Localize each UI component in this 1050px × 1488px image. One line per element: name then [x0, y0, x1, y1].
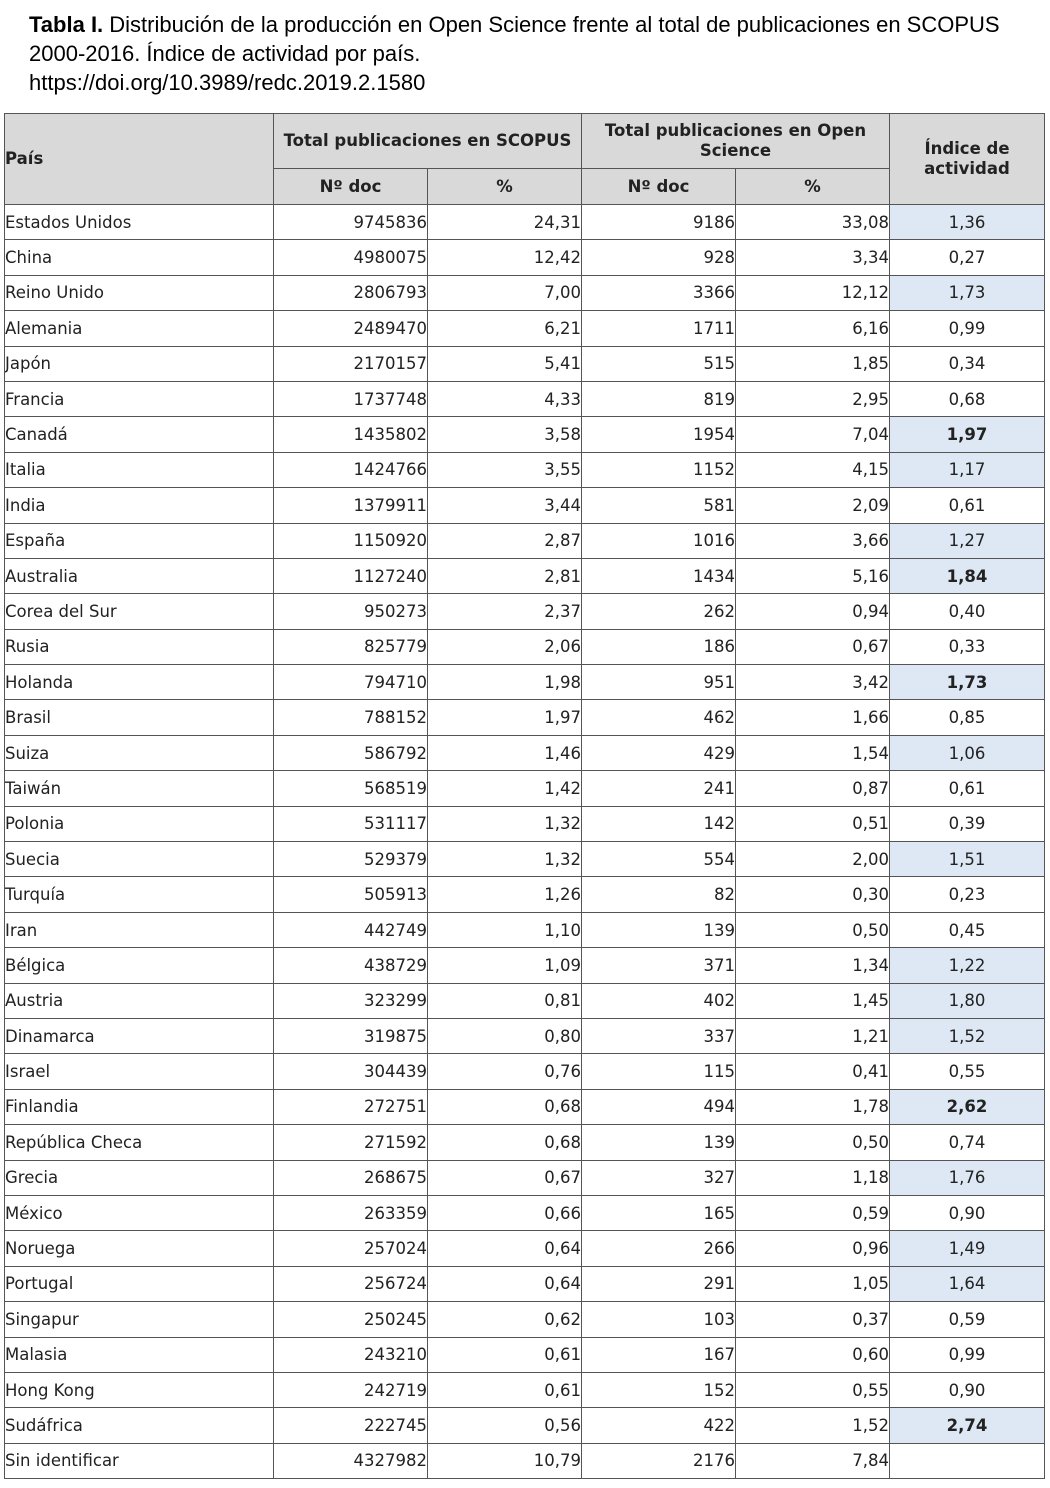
- cell-open-pct: 1,52: [736, 1408, 890, 1443]
- header-open-doc: Nº doc: [582, 169, 736, 205]
- cell-scopus-pct: 2,06: [428, 629, 582, 664]
- cell-scopus-doc: 438729: [274, 948, 428, 983]
- cell-scopus-pct: 1,97: [428, 700, 582, 735]
- cell-activity-index: 0,23: [890, 877, 1045, 912]
- table-body: [5, 205, 1045, 1479]
- cell-open-doc: 515: [582, 346, 736, 381]
- caption-label: Tabla I.: [29, 12, 104, 37]
- table-row: [5, 629, 1045, 664]
- cell-scopus-pct: 12,42: [428, 240, 582, 275]
- header-scopus-pct: %: [428, 169, 582, 205]
- cell-activity-index: 0,61: [890, 488, 1045, 523]
- header-row-1: [5, 114, 1045, 169]
- cell-scopus-pct: 0,61: [428, 1372, 582, 1407]
- cell-scopus-doc: 4980075: [274, 240, 428, 275]
- data-table: [4, 113, 1045, 1479]
- table-row: [5, 1443, 1045, 1478]
- table-row: [5, 240, 1045, 275]
- cell-country: Reino Unido: [5, 275, 274, 310]
- cell-country: Polonia: [5, 806, 274, 841]
- cell-scopus-doc: 271592: [274, 1125, 428, 1160]
- cell-open-doc: 1711: [582, 311, 736, 346]
- cell-country: Singapur: [5, 1302, 274, 1337]
- cell-activity-index: 1,73: [890, 665, 1045, 700]
- cell-scopus-pct: 24,31: [428, 205, 582, 240]
- cell-open-pct: 0,51: [736, 806, 890, 841]
- table-row: [5, 842, 1045, 877]
- cell-open-pct: 0,37: [736, 1302, 890, 1337]
- cell-open-doc: 103: [582, 1302, 736, 1337]
- caption-text: Distribución de la producción en Open Science frente al total de publicaciones en SCOPUS 2000-2016. Índice de actividad por país.: [29, 12, 1000, 66]
- cell-country: Suecia: [5, 842, 274, 877]
- cell-scopus-doc: 272751: [274, 1089, 428, 1124]
- table-row: [5, 1337, 1045, 1372]
- cell-open-doc: 152: [582, 1372, 736, 1407]
- cell-open-doc: 429: [582, 735, 736, 770]
- cell-scopus-doc: 2170157: [274, 346, 428, 381]
- cell-open-pct: 1,54: [736, 735, 890, 770]
- cell-scopus-pct: 6,21: [428, 311, 582, 346]
- cell-country: Turquía: [5, 877, 274, 912]
- cell-activity-index: 1,22: [890, 948, 1045, 983]
- cell-scopus-pct: 3,44: [428, 488, 582, 523]
- table-row: [5, 311, 1045, 346]
- cell-open-doc: 139: [582, 1125, 736, 1160]
- cell-open-pct: 0,96: [736, 1231, 890, 1266]
- cell-scopus-pct: 3,55: [428, 452, 582, 487]
- cell-open-doc: 241: [582, 771, 736, 806]
- cell-activity-index: 0,34: [890, 346, 1045, 381]
- table-row: [5, 381, 1045, 416]
- cell-open-doc: 1434: [582, 558, 736, 593]
- cell-open-pct: 6,16: [736, 311, 890, 346]
- cell-country: Corea del Sur: [5, 594, 274, 629]
- table-row: [5, 1372, 1045, 1407]
- cell-country: Francia: [5, 381, 274, 416]
- cell-country: Malasia: [5, 1337, 274, 1372]
- cell-open-doc: 266: [582, 1231, 736, 1266]
- cell-country: Brasil: [5, 700, 274, 735]
- cell-activity-index: 0,59: [890, 1302, 1045, 1337]
- cell-open-doc: 82: [582, 877, 736, 912]
- table-row: [5, 1266, 1045, 1301]
- cell-scopus-doc: 304439: [274, 1054, 428, 1089]
- cell-country: Noruega: [5, 1231, 274, 1266]
- cell-activity-index: 1,64: [890, 1266, 1045, 1301]
- table-caption: [29, 10, 1029, 97]
- table-row: [5, 558, 1045, 593]
- cell-open-doc: 186: [582, 629, 736, 664]
- cell-scopus-pct: 1,98: [428, 665, 582, 700]
- cell-country: Finlandia: [5, 1089, 274, 1124]
- table-row: [5, 771, 1045, 806]
- cell-scopus-pct: 0,62: [428, 1302, 582, 1337]
- cell-open-doc: 819: [582, 381, 736, 416]
- cell-scopus-doc: 531117: [274, 806, 428, 841]
- cell-scopus-pct: 0,64: [428, 1266, 582, 1301]
- cell-open-pct: 4,15: [736, 452, 890, 487]
- cell-scopus-doc: 257024: [274, 1231, 428, 1266]
- cell-open-pct: 7,84: [736, 1443, 890, 1478]
- cell-scopus-pct: 0,61: [428, 1337, 582, 1372]
- cell-scopus-doc: 442749: [274, 912, 428, 947]
- cell-scopus-doc: 568519: [274, 771, 428, 806]
- cell-country: Estados Unidos: [5, 205, 274, 240]
- cell-scopus-doc: 268675: [274, 1160, 428, 1195]
- table-row: [5, 912, 1045, 947]
- cell-scopus-pct: 1,32: [428, 806, 582, 841]
- table-row: [5, 1089, 1045, 1124]
- cell-open-pct: 0,87: [736, 771, 890, 806]
- cell-activity-index: 1,17: [890, 452, 1045, 487]
- cell-activity-index: 1,36: [890, 205, 1045, 240]
- header-activity-index: Índice de actividad: [890, 114, 1045, 205]
- cell-open-pct: 33,08: [736, 205, 890, 240]
- table-row: [5, 205, 1045, 240]
- cell-country: España: [5, 523, 274, 558]
- cell-activity-index: 0,45: [890, 912, 1045, 947]
- cell-open-pct: 2,95: [736, 381, 890, 416]
- cell-activity-index: 1,52: [890, 1018, 1045, 1053]
- cell-open-doc: 422: [582, 1408, 736, 1443]
- cell-open-doc: 337: [582, 1018, 736, 1053]
- cell-scopus-pct: 1,42: [428, 771, 582, 806]
- cell-scopus-pct: 0,68: [428, 1089, 582, 1124]
- cell-open-doc: 291: [582, 1266, 736, 1301]
- cell-scopus-pct: 3,58: [428, 417, 582, 452]
- header-open-science-group: Total publicaciones en Open Science: [582, 114, 890, 169]
- table-row: [5, 1302, 1045, 1337]
- cell-scopus-doc: 950273: [274, 594, 428, 629]
- cell-open-doc: 115: [582, 1054, 736, 1089]
- cell-open-pct: 1,45: [736, 983, 890, 1018]
- cell-scopus-pct: 0,64: [428, 1231, 582, 1266]
- table-row: [5, 1231, 1045, 1266]
- table-row: [5, 983, 1045, 1018]
- cell-country: Canadá: [5, 417, 274, 452]
- table-row: [5, 1160, 1045, 1195]
- cell-open-pct: 1,21: [736, 1018, 890, 1053]
- header-scopus-group: Total publicaciones en SCOPUS: [274, 114, 582, 169]
- cell-activity-index: 0,68: [890, 381, 1045, 416]
- cell-open-pct: 7,04: [736, 417, 890, 452]
- table-row: [5, 523, 1045, 558]
- cell-open-doc: 9186: [582, 205, 736, 240]
- cell-activity-index: 0,27: [890, 240, 1045, 275]
- cell-open-doc: 951: [582, 665, 736, 700]
- table-row: [5, 948, 1045, 983]
- cell-scopus-pct: 0,67: [428, 1160, 582, 1195]
- cell-country: Australia: [5, 558, 274, 593]
- cell-activity-index: 0,74: [890, 1125, 1045, 1160]
- cell-open-doc: 928: [582, 240, 736, 275]
- table-row: [5, 700, 1045, 735]
- cell-scopus-doc: 222745: [274, 1408, 428, 1443]
- table-row: [5, 1125, 1045, 1160]
- cell-scopus-doc: 9745836: [274, 205, 428, 240]
- cell-scopus-pct: 0,68: [428, 1125, 582, 1160]
- cell-open-doc: 165: [582, 1195, 736, 1230]
- cell-open-doc: 581: [582, 488, 736, 523]
- table-row: [5, 488, 1045, 523]
- cell-open-doc: 139: [582, 912, 736, 947]
- cell-open-pct: 3,34: [736, 240, 890, 275]
- table-row: [5, 346, 1045, 381]
- cell-activity-index: 0,39: [890, 806, 1045, 841]
- cell-country: Bélgica: [5, 948, 274, 983]
- table-row: [5, 1018, 1045, 1053]
- cell-activity-index: 1,51: [890, 842, 1045, 877]
- cell-scopus-doc: 2489470: [274, 311, 428, 346]
- cell-open-pct: 12,12: [736, 275, 890, 310]
- cell-activity-index: 0,90: [890, 1195, 1045, 1230]
- cell-scopus-doc: 323299: [274, 983, 428, 1018]
- cell-open-doc: 554: [582, 842, 736, 877]
- cell-scopus-pct: 10,79: [428, 1443, 582, 1478]
- cell-open-doc: 142: [582, 806, 736, 841]
- cell-scopus-doc: 505913: [274, 877, 428, 912]
- cell-scopus-doc: 243210: [274, 1337, 428, 1372]
- cell-country: China: [5, 240, 274, 275]
- cell-scopus-doc: 263359: [274, 1195, 428, 1230]
- cell-country: Israel: [5, 1054, 274, 1089]
- cell-scopus-pct: 1,46: [428, 735, 582, 770]
- cell-open-pct: 2,09: [736, 488, 890, 523]
- cell-scopus-pct: 2,37: [428, 594, 582, 629]
- cell-activity-index: 0,90: [890, 1372, 1045, 1407]
- cell-open-doc: 371: [582, 948, 736, 983]
- table-row: [5, 594, 1045, 629]
- cell-open-pct: 0,59: [736, 1195, 890, 1230]
- cell-activity-index: 1,84: [890, 558, 1045, 593]
- cell-open-doc: 262: [582, 594, 736, 629]
- cell-activity-index: 1,80: [890, 983, 1045, 1018]
- cell-scopus-pct: 0,80: [428, 1018, 582, 1053]
- cell-scopus-doc: 4327982: [274, 1443, 428, 1478]
- cell-open-doc: 462: [582, 700, 736, 735]
- cell-country: República Checa: [5, 1125, 274, 1160]
- cell-open-pct: 0,67: [736, 629, 890, 664]
- table-row: [5, 452, 1045, 487]
- cell-open-doc: 1016: [582, 523, 736, 558]
- cell-activity-index: 1,27: [890, 523, 1045, 558]
- cell-open-pct: 5,16: [736, 558, 890, 593]
- cell-country: Hong Kong: [5, 1372, 274, 1407]
- cell-scopus-doc: 242719: [274, 1372, 428, 1407]
- cell-activity-index: 2,62: [890, 1089, 1045, 1124]
- cell-scopus-pct: 2,81: [428, 558, 582, 593]
- cell-country: Sin identificar: [5, 1443, 274, 1478]
- cell-open-pct: 0,50: [736, 912, 890, 947]
- cell-open-doc: 1152: [582, 452, 736, 487]
- cell-scopus-doc: 1424766: [274, 452, 428, 487]
- cell-scopus-pct: 1,09: [428, 948, 582, 983]
- cell-scopus-doc: 1435802: [274, 417, 428, 452]
- cell-country: Iran: [5, 912, 274, 947]
- cell-scopus-pct: 0,81: [428, 983, 582, 1018]
- cell-country: Portugal: [5, 1266, 274, 1301]
- cell-scopus-doc: 319875: [274, 1018, 428, 1053]
- cell-country: Sudáfrica: [5, 1408, 274, 1443]
- cell-country: Japón: [5, 346, 274, 381]
- cell-activity-index: 1,76: [890, 1160, 1045, 1195]
- cell-country: Suiza: [5, 735, 274, 770]
- cell-open-doc: 402: [582, 983, 736, 1018]
- cell-scopus-doc: 529379: [274, 842, 428, 877]
- cell-scopus-pct: 5,41: [428, 346, 582, 381]
- cell-scopus-pct: 4,33: [428, 381, 582, 416]
- cell-open-pct: 0,55: [736, 1372, 890, 1407]
- cell-open-pct: 3,66: [736, 523, 890, 558]
- cell-activity-index: 0,55: [890, 1054, 1045, 1089]
- cell-open-pct: 0,41: [736, 1054, 890, 1089]
- cell-activity-index: 0,85: [890, 700, 1045, 735]
- cell-open-pct: 0,94: [736, 594, 890, 629]
- table-row: [5, 275, 1045, 310]
- header-open-pct: %: [736, 169, 890, 205]
- cell-activity-index: [890, 1443, 1045, 1478]
- header-scopus-doc: Nº doc: [274, 169, 428, 205]
- cell-open-pct: 1,34: [736, 948, 890, 983]
- cell-open-pct: 1,18: [736, 1160, 890, 1195]
- cell-scopus-doc: 1150920: [274, 523, 428, 558]
- cell-scopus-pct: 0,76: [428, 1054, 582, 1089]
- cell-activity-index: 0,40: [890, 594, 1045, 629]
- table-header: [5, 114, 1045, 205]
- cell-scopus-doc: 250245: [274, 1302, 428, 1337]
- table-row: [5, 1195, 1045, 1230]
- cell-open-doc: 2176: [582, 1443, 736, 1478]
- cell-open-pct: 1,05: [736, 1266, 890, 1301]
- cell-open-pct: 1,66: [736, 700, 890, 735]
- cell-activity-index: 0,33: [890, 629, 1045, 664]
- cell-open-pct: 3,42: [736, 665, 890, 700]
- table-row: [5, 417, 1045, 452]
- cell-activity-index: 1,06: [890, 735, 1045, 770]
- cell-scopus-pct: 1,10: [428, 912, 582, 947]
- cell-scopus-pct: 7,00: [428, 275, 582, 310]
- cell-open-pct: 1,78: [736, 1089, 890, 1124]
- cell-activity-index: 0,99: [890, 311, 1045, 346]
- cell-activity-index: 1,49: [890, 1231, 1045, 1266]
- cell-country: Grecia: [5, 1160, 274, 1195]
- cell-scopus-doc: 586792: [274, 735, 428, 770]
- cell-country: Italia: [5, 452, 274, 487]
- cell-open-doc: 494: [582, 1089, 736, 1124]
- cell-activity-index: 2,74: [890, 1408, 1045, 1443]
- cell-scopus-doc: 256724: [274, 1266, 428, 1301]
- table-row: [5, 877, 1045, 912]
- table-row: [5, 806, 1045, 841]
- cell-scopus-doc: 1379911: [274, 488, 428, 523]
- cell-scopus-pct: 2,87: [428, 523, 582, 558]
- cell-country: Holanda: [5, 665, 274, 700]
- cell-scopus-doc: 1737748: [274, 381, 428, 416]
- cell-open-doc: 167: [582, 1337, 736, 1372]
- cell-scopus-doc: 788152: [274, 700, 428, 735]
- cell-scopus-doc: 794710: [274, 665, 428, 700]
- cell-open-doc: 3366: [582, 275, 736, 310]
- table-row: [5, 665, 1045, 700]
- cell-country: Dinamarca: [5, 1018, 274, 1053]
- cell-open-pct: 0,30: [736, 877, 890, 912]
- cell-activity-index: 1,73: [890, 275, 1045, 310]
- caption-doi: https://doi.org/10.3989/redc.2019.2.1580: [29, 70, 426, 95]
- cell-open-pct: 2,00: [736, 842, 890, 877]
- cell-scopus-pct: 0,66: [428, 1195, 582, 1230]
- cell-scopus-pct: 1,26: [428, 877, 582, 912]
- cell-scopus-doc: 825779: [274, 629, 428, 664]
- table-row: [5, 1408, 1045, 1443]
- cell-activity-index: 0,99: [890, 1337, 1045, 1372]
- cell-open-pct: 1,85: [736, 346, 890, 381]
- cell-scopus-pct: 1,32: [428, 842, 582, 877]
- cell-scopus-pct: 0,56: [428, 1408, 582, 1443]
- cell-activity-index: 0,61: [890, 771, 1045, 806]
- cell-country: México: [5, 1195, 274, 1230]
- cell-scopus-doc: 1127240: [274, 558, 428, 593]
- cell-scopus-doc: 2806793: [274, 275, 428, 310]
- cell-open-pct: 0,60: [736, 1337, 890, 1372]
- table-row: [5, 735, 1045, 770]
- cell-open-pct: 0,50: [736, 1125, 890, 1160]
- cell-country: Austria: [5, 983, 274, 1018]
- cell-country: India: [5, 488, 274, 523]
- table-row: [5, 1054, 1045, 1089]
- cell-country: Taiwán: [5, 771, 274, 806]
- header-country: País: [5, 114, 274, 205]
- cell-open-doc: 1954: [582, 417, 736, 452]
- cell-activity-index: 1,97: [890, 417, 1045, 452]
- cell-country: Alemania: [5, 311, 274, 346]
- cell-country: Rusia: [5, 629, 274, 664]
- cell-open-doc: 327: [582, 1160, 736, 1195]
